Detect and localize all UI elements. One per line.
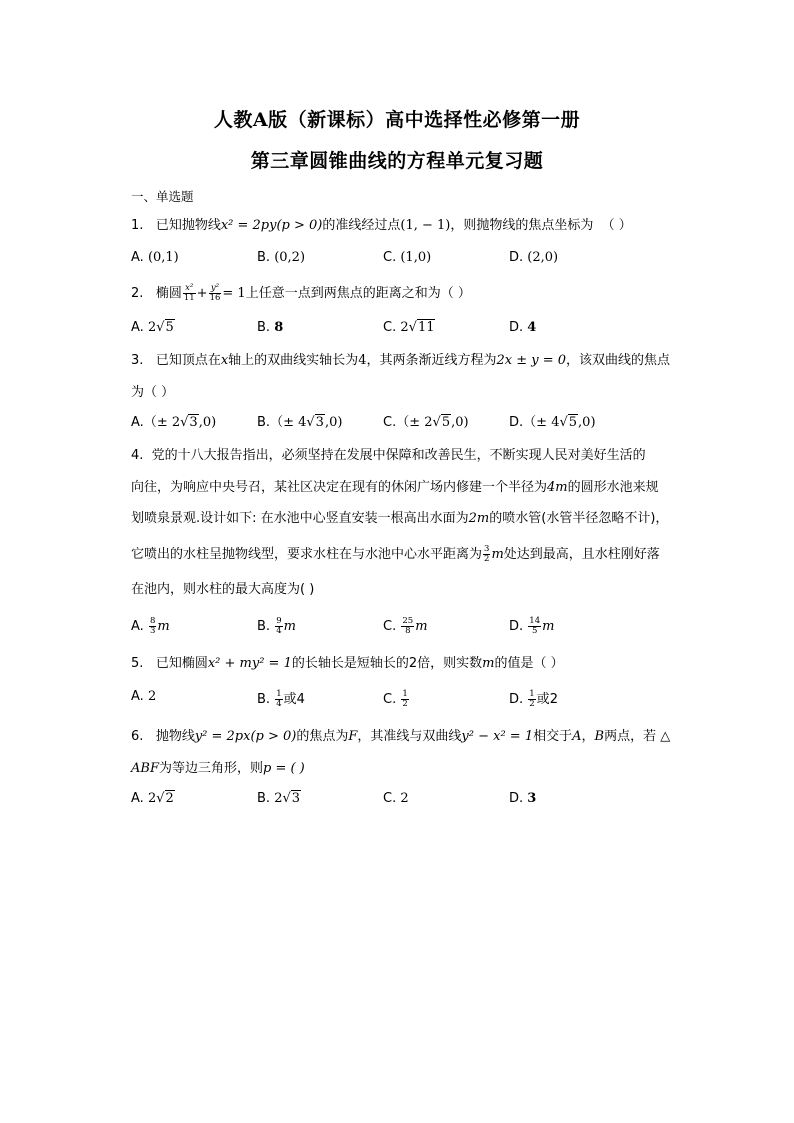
fraction: $\frac{3}{2}$: [484, 544, 490, 564]
question-4-stem-line2: 向往，为响应中央号召，某社区决定在现有的休闲广场内修建一个半径为4m的圆形水池来规: [131, 480, 659, 495]
question-number: 2.: [131, 285, 144, 301]
option-c: C. 2: [383, 791, 409, 806]
option-a: A.（± 2√3,0): [131, 415, 217, 430]
option-c: C. $\frac{25}{8}$ m: [383, 616, 428, 636]
option-a: A. 2√2: [131, 791, 174, 806]
math-expression: (1, − 1): [400, 218, 451, 233]
fraction: $\frac{\text{x²}}{11}$: [183, 283, 195, 303]
question-number: 4.: [131, 448, 144, 463]
option-c: C.（± 2√5,0): [383, 415, 469, 430]
option-a: A. 2: [131, 689, 157, 704]
option-d: D.（± 4√5,0): [509, 415, 596, 430]
option-c: C. 2√11: [383, 320, 435, 335]
option-a: A. 2√5: [131, 320, 174, 335]
question-4-stem: 4. 党的十八大报告指出，必须坚持在发展中保障和改善民生，不断实现人民对美好生活的: [131, 448, 646, 463]
document-subtitle: 第三章圆锥曲线的方程单元复习题: [250, 150, 544, 172]
option-c: C. $\frac{1}{2}$: [383, 689, 408, 709]
question-2-stem: 2. 椭圆 $\frac{\text{x²}}{11}$ + $\frac{\text{y²}}{16}$ = 1上任意一点到两焦点的距离之和为（ ）: [131, 283, 471, 303]
option-a: A. (0,1): [131, 250, 179, 265]
question-4-stem-line4: 它喷出的水柱呈抛物线型，要求水柱在与水池中心水平距离为 $\frac{3}{2}$ m处达到最高，且水柱刚好落: [131, 544, 660, 564]
question-3-stem-cont: 为（ ）: [131, 385, 175, 400]
option-d: D. $\frac{1}{2}$ 或2: [509, 689, 558, 709]
question-1-stem: 1. 已知抛物线x² = 2py(p > 0)的准线经过点(1, − 1)，则抛物线的焦点坐标为 （ ）: [131, 218, 632, 233]
question-number: 5.: [131, 656, 144, 671]
question-4-stem-line5: 在池内，则水柱的最大高度为( ): [131, 582, 315, 597]
option-a: A. $\frac{8}{3}$ m: [131, 616, 170, 636]
option-b: B. 2√3: [257, 791, 301, 806]
section-heading: 一、单选题: [131, 189, 194, 204]
option-b: B. 8: [257, 320, 284, 335]
option-b: B. (0,2): [257, 250, 306, 265]
option-c: C. (1,0): [383, 250, 432, 265]
option-b: B.（± 4√3,0): [257, 415, 343, 430]
option-d: D. (2,0): [509, 250, 559, 265]
question-number: 6.: [131, 729, 144, 744]
document-title: 人教A版（新课标）高中选择性必修第一册: [213, 109, 581, 131]
question-6-stem: 6. 抛物线y² = 2px(p > 0)的焦点为F，其准线与双曲线y² − x² = 1相交于A，B两点，若 △: [131, 729, 671, 744]
option-d: D. 3: [509, 791, 537, 806]
option-b: B. $\frac{9}{4}$ m: [257, 616, 296, 636]
question-4-stem-line3: 划喷泉景观.设计如下: 在水池中心竖直安装一根高出水面为2m的喷水管(水管半径忽略不计)，: [131, 511, 669, 526]
question-6-stem-cont: ABF为等边三角形，则p = ( ): [131, 761, 305, 776]
math-expression: x² = 2py(p > 0): [220, 218, 323, 233]
option-d: D. 4: [509, 320, 537, 335]
question-number: 1.: [131, 218, 144, 233]
question-5-stem: 5. 已知椭圆x² + my² = 1的长轴长是短轴长的2倍，则实数m的值是（ ）: [131, 656, 564, 671]
option-b: B. $\frac{1}{4}$ 或4: [257, 689, 305, 709]
question-3-stem: 3. 已知顶点在x轴上的双曲线实轴长为4，其两条渐近线方程为2x ± y = 0，该双曲线的焦点: [131, 353, 671, 368]
fraction: $\frac{\text{y²}}{16}$: [209, 283, 221, 303]
question-number: 3.: [131, 353, 144, 368]
option-d: D. $\frac{14}{5}$ m: [509, 616, 555, 636]
